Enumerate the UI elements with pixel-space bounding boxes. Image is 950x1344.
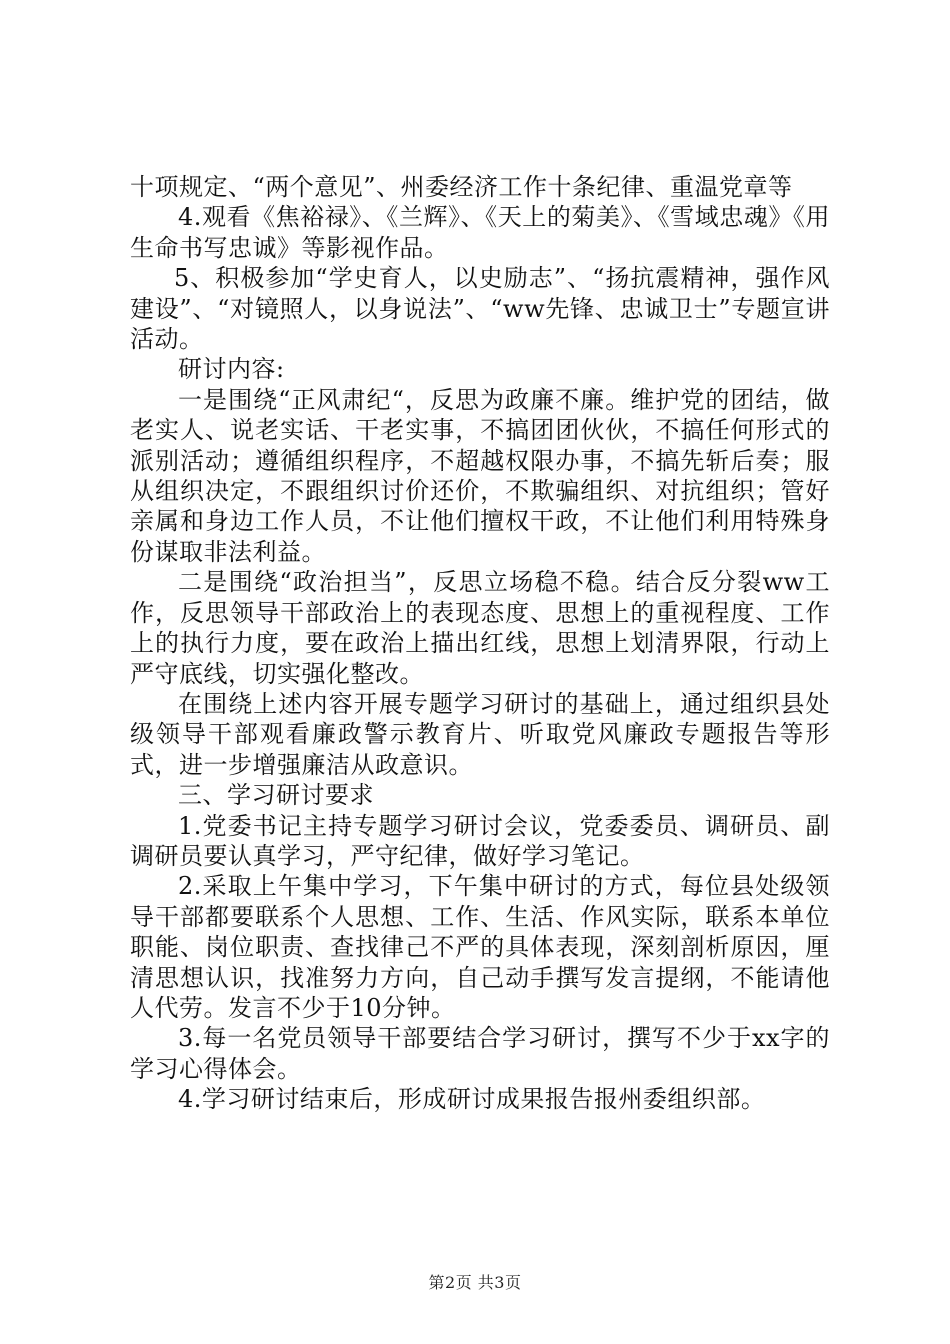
section-label-discussion-content: 研讨内容: (178, 355, 285, 384)
paragraph-point-one: 一是围绕“正风肃纪“，反思为政廉不廉。维护党的团结，做老实人、说老实话、干老实事，不搞团团伙伙，不搞任何形式的派别活动；遵循组织程序，不超越权限办事，不搞先斩后奏；服从组织决定，不跟组织讨价还价，不欺骗组织、对抗组织；管好亲属和身边工作人员，不让他们擅权干政，不让他们利用特殊身份谋取非法利益。 (130, 385, 830, 566)
page-number-footer: 第2页 共3页 (428, 1273, 522, 1292)
paragraph-regulations: 十项规定、“两个意见”、州委经济工作十条纪律、重温党章等 (130, 173, 793, 201)
paragraph-requirement-2: 2.采取上午集中学习，下午集中研讨的方式，每位县处级领导干部都要联系个人思想、工作、生活、作风实际，联系本单位职能、岗位职责、查找律己不严的具体表现，深刻剖析原因，厘清思想认识，找准努力方向，自己动手撰写发言提纲，不能请他人代劳。发言不少于10分钟。 (130, 872, 830, 1022)
paragraph-requirement-1: 1.党委书记主持专题学习研讨会议，党委委员、调研员、副调研员要认真学习，严守纪律，做好学习笔记。 (130, 811, 830, 870)
section-heading-requirements: 三、学习研讨要求 (178, 781, 374, 810)
paragraph-item-4-films: 4.观看《焦裕禄》、《兰辉》、《天上的菊美》、《雪域忠魂》《用生命书写忠诚》等影视作品。 (130, 203, 830, 262)
paragraph-requirement-3: 3.每一名党员领导干部要结合学习研讨，撰写不少于xx字的学习心得体会。 (130, 1024, 830, 1083)
document-body (130, 172, 830, 1115)
paragraph-point-two: 二是围绕“政治担当”，反思立场稳不稳。结合反分裂ww工作，反思领导干部政治上的表现态度、思想上的重视程度、工作上的执行力度，要在政治上描出红线，思想上划清界限，行动上严守底线，切实强化整改。 (130, 568, 830, 688)
paragraph-requirement-4: 4.学习研讨结束后，形成研讨成果报告报州委组织部。 (178, 1085, 766, 1114)
paragraph-summary: 在围绕上述内容开展专题学习研讨的基础上，通过组织县处级领导干部观看廉政警示教育片、听取党风廉政专题报告等形式，进一步增强廉洁从政意识。 (130, 689, 830, 779)
paragraph-item-5-lectures: 5、积极参加“学史育人，以史励志”、“扬抗震精神，强作风建设”、“对镜照人，以身说法”、“ww先锋、忠诚卫士”专题宣讲活动。 (130, 264, 830, 354)
